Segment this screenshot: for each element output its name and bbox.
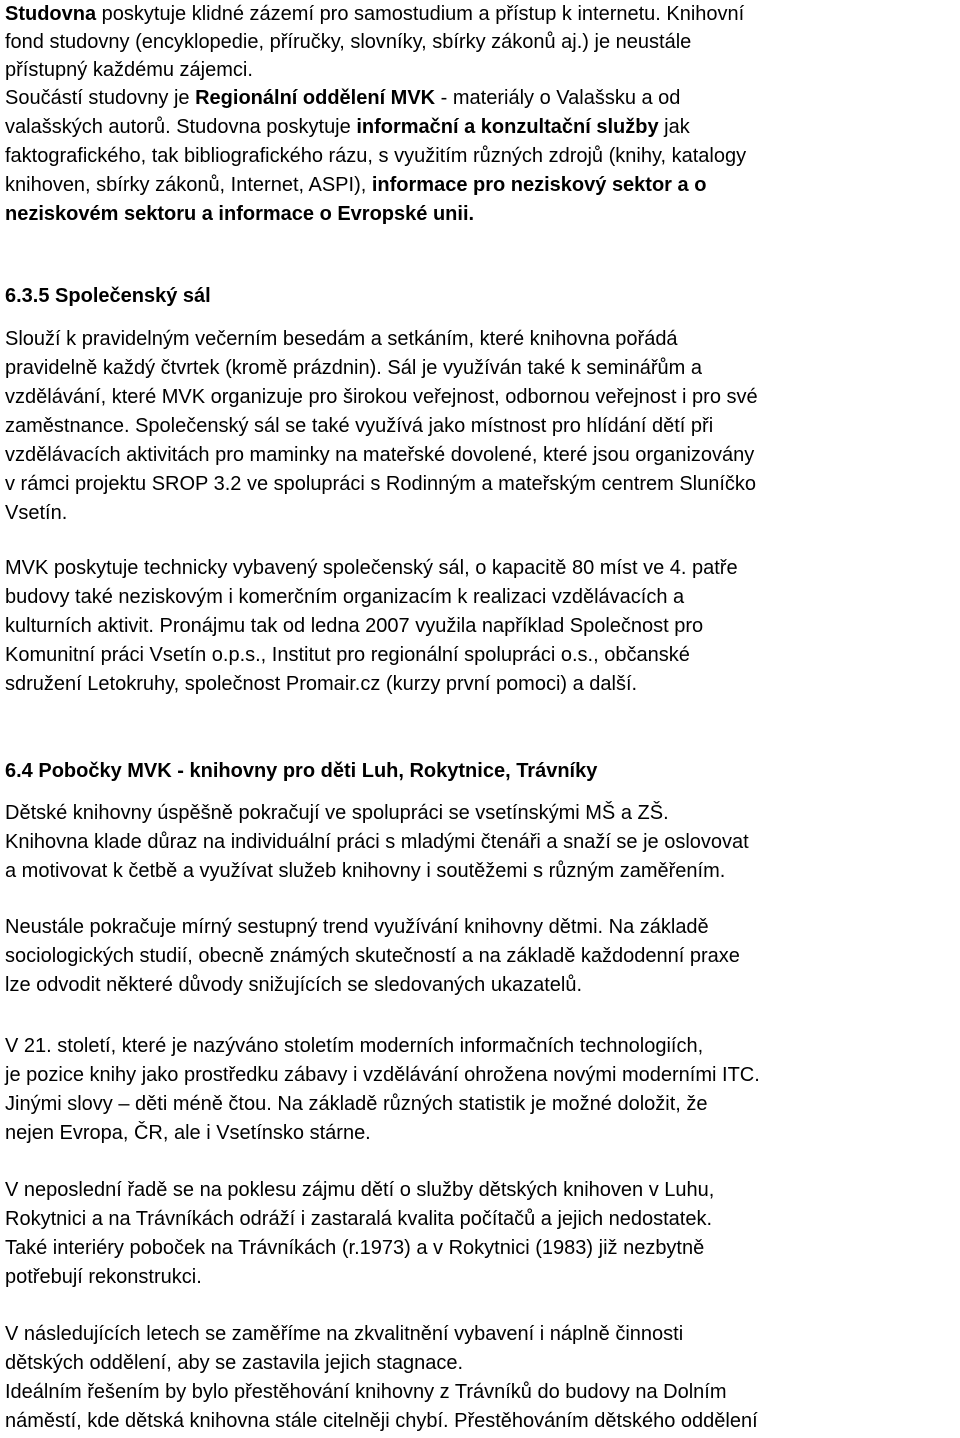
text-run: - materiály o Valašsku a od — [435, 87, 681, 109]
text-line: Jinými slovy – děti méně čtou. Na základě různých statistik je možné doložit, že — [5, 1093, 708, 1115]
text-line: kulturních aktivit. Pronájmu tak od ledna 2007 využila například Společnost pro — [5, 615, 704, 637]
text-line: je pozice knihy jako prostředku zábavy i vzdělávání ohrožena novými moderními ITC. — [5, 1064, 760, 1086]
text-line: Také interiéry poboček na Trávníkách (r.1973) a v Rokytnici (1983) již nezbytně — [5, 1237, 705, 1259]
text-run: poskytuje klidné zázemí pro samostudium a přístup k internetu. Knihovní — [96, 3, 745, 25]
section-heading: 6.4 Pobočky MVK - knihovny pro děti Luh, Rokytnice, Trávníky — [5, 760, 598, 782]
text-run: jak — [658, 116, 690, 138]
text-line — [5, 1, 744, 27]
text-line: zaměstnance. Společenský sál se také využívá jako místnost pro hlídání dětí při — [5, 415, 714, 437]
text-line: MVK poskytuje technicky vybavený společenský sál, o kapacitě 80 míst ve 4. patře — [5, 557, 738, 579]
section-heading: 6.3.5 Společenský sál — [5, 285, 211, 307]
text-line: Knihovna klade důraz na individuální práci s mladými čtenáři a snaží se je oslovovat — [5, 831, 749, 853]
text-line: Dětské knihovny úspěšně pokračují ve spolupráci se vsetínskými MŠ a ZŠ. — [5, 802, 669, 824]
text-line: Vsetín. — [5, 502, 68, 524]
text-line: Ideálním řešením by bylo přestěhování knihovny z Trávníků do budovy na Dolním — [5, 1381, 727, 1403]
text-line: V neposlední řadě se na poklesu zájmu dětí o služby dětských knihoven v Luhu, — [5, 1179, 715, 1201]
text-line: dětských oddělení, aby se zastavila jejich stagnace. — [5, 1352, 464, 1374]
bold-text: informační a konzultační služby — [356, 116, 659, 138]
text-line: v rámci projektu SROP 3.2 ve spolupráci s Rodinným a mateřským centrem Sluníčko — [5, 473, 757, 495]
text-line: sdružení Letokruhy, společnost Promair.cz (kurzy první pomoci) a další. — [5, 673, 638, 695]
text-line: Slouží k pravidelným večerním besedám a setkáním, které knihovna pořádá — [5, 328, 678, 350]
text-line: lze odvodit některé důvody snižujících se sledovaných ukazatelů. — [5, 974, 583, 996]
text-run: valašských autorů. Studovna poskytuje — [5, 116, 357, 138]
text-line: Komunitní práci Vsetín o.p.s., Institut pro regionální spolupráci o.s., občanské — [5, 644, 690, 666]
bold-text: informace pro neziskový sektor a o — [371, 174, 707, 196]
text-line: nejen Evropa, ČR, ale i Vsetínsko stárne. — [5, 1122, 371, 1144]
text-line — [5, 114, 690, 140]
text-line: budovy také neziskovým i komerčním organizacím k realizaci vzdělávacích a — [5, 586, 685, 608]
bold-text: Studovna — [5, 3, 97, 25]
text-line: potřebují rekonstrukci. — [5, 1266, 202, 1288]
text-line: pravidelně každý čtvrtek (kromě prázdnin). Sál je využíván také k seminářům a — [5, 357, 702, 379]
text-line: neziskovém sektoru a informace o Evropské unii. — [5, 203, 475, 225]
text-line — [5, 85, 680, 111]
text-run: knihoven, sbírky zákonů, Internet, ASPI), — [5, 174, 372, 196]
text-line: Rokytnici a na Trávníkách odráží i zastaralá kvalita počítačů a jejich nedostatek. — [5, 1208, 713, 1230]
bold-text: Regionální oddělení MVK — [195, 87, 436, 109]
text-line: V 21. století, které je nazýváno stoletím moderních informačních technologiích, — [5, 1035, 704, 1057]
text-line: Neustále pokračuje mírný sestupný trend využívání knihovny dětmi. Na základě — [5, 916, 709, 938]
text-line: faktografického, tak bibliografického rázu, s využitím různých zdrojů (knihy, katalogy — [5, 145, 747, 167]
text-line: sociologických studií, obecně známých skutečností a na základě každodenní praxe — [5, 945, 740, 967]
text-line: fond studovny (encyklopedie, příručky, slovníky, sbírky zákonů aj.) je neustále — [5, 31, 692, 53]
text-line: vzdělávacích aktivitách pro maminky na mateřské dovolené, které jsou organizovány — [5, 444, 755, 466]
text-line: přístupný každému zájemci. — [5, 59, 253, 81]
text-run: Součástí studovny je — [5, 87, 196, 109]
text-line: a motivovat k četbě a využívat služeb knihovny i soutěžemi s různým zaměřením. — [5, 860, 726, 882]
text-line: vzdělávání, které MVK organizuje pro širokou veřejnost, odbornou veřejnost i pro své — [5, 386, 758, 408]
text-line: náměstí, kde dětská knihovna stále citelněji chybí. Přestěhováním dětského oddělení — [5, 1410, 758, 1432]
text-line: V následujících letech se zaměříme na zkvalitnění vybavení i náplně činnosti — [5, 1323, 684, 1345]
text-line — [5, 172, 706, 198]
